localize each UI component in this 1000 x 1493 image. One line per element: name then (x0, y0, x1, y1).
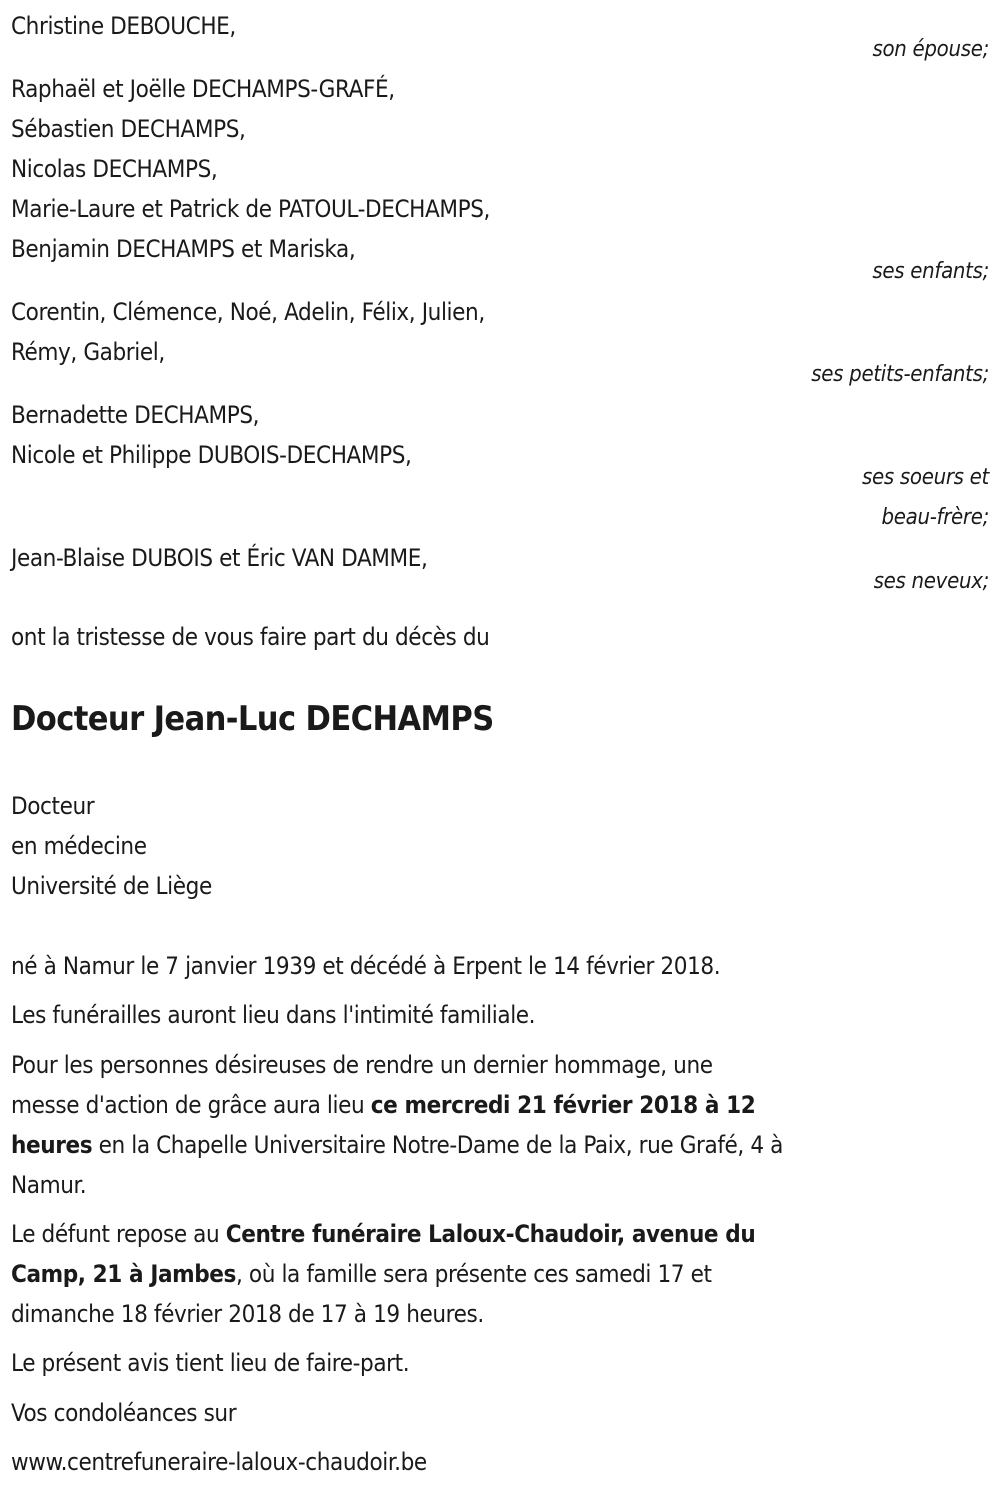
mass-text: Pour les personnes désireuses de rendre un dernier hommage, une (11, 1051, 713, 1079)
mass-text (11, 1130, 783, 1160)
website-link[interactable]: www.centrefuneraire-laloux-chaudoir.be (11, 1448, 427, 1476)
child-name: Marie-Laure et Patrick de PATOUL-DECHAMPS, (11, 195, 490, 223)
mass-text (11, 1090, 755, 1120)
nephews-role: ses neveux; (873, 569, 989, 594)
spouse-name: Christine DEBOUCHE, (11, 12, 236, 40)
sibling-name: Nicole et Philippe DUBOIS-DECHAMPS, (11, 441, 412, 469)
deceased-title: en médecine (11, 832, 147, 860)
mass-text-plain: messe d'action de grâce aura lieu (11, 1091, 371, 1119)
mass-date-bold: ce mercredi 21 février 2018 à 12 (370, 1091, 756, 1119)
repose-text: dimanche 18 février 2018 de 17 à 19 heures. (11, 1300, 484, 1328)
grandchildren-names: Corentin, Clémence, Noé, Adelin, Félix, Julien, (11, 298, 485, 326)
announcement-text: ont la tristesse de vous faire part du décès du (11, 623, 490, 651)
child-name: Nicolas DECHAMPS, (11, 155, 218, 183)
siblings-role: beau-frère; (881, 505, 989, 530)
repose-text (11, 1259, 712, 1289)
sibling-name: Bernadette DECHAMPS, (11, 401, 260, 429)
nephews-names: Jean-Blaise DUBOIS et Éric VAN DAMME, (11, 544, 428, 572)
spouse-role: son épouse; (872, 37, 989, 62)
child-name: Raphaël et Joëlle DECHAMPS-GRAFÉ, (11, 75, 395, 103)
mass-location: en la Chapelle Universitaire Notre-Dame de la Paix, rue Grafé, 4 à (92, 1131, 783, 1159)
mass-time-bold: heures (11, 1131, 93, 1159)
birth-death-text: né à Namur le 7 janvier 1939 et décédé à Erpent le 14 février 2018. (11, 952, 721, 980)
grandchildren-names: Rémy, Gabriel, (11, 338, 165, 366)
siblings-role: ses soeurs et (861, 465, 989, 490)
notice-text: Le présent avis tient lieu de faire-part. (11, 1349, 410, 1377)
funeral-text: Les funérailles auront lieu dans l'intimité familiale. (11, 1001, 536, 1029)
deceased-title: Université de Liège (11, 872, 212, 900)
deceased-title: Docteur (11, 792, 95, 820)
children-role: ses enfants; (872, 259, 989, 284)
mass-text: Namur. (11, 1171, 87, 1199)
condolences-text: Vos condoléances sur (11, 1399, 237, 1427)
repose-text (11, 1219, 755, 1249)
repose-location-bold: Centre funéraire Laloux-Chaudoir, avenue du (225, 1220, 756, 1248)
repose-address-bold: Camp, 21 à Jambes (11, 1260, 236, 1288)
repose-text-plain: Le défunt repose au (11, 1220, 226, 1248)
grandchildren-role: ses petits-enfants; (811, 362, 989, 387)
deceased-name: Docteur Jean-Luc DECHAMPS (11, 699, 494, 739)
child-name: Benjamin DECHAMPS et Mariska, (11, 235, 356, 263)
repose-text-plain: , où la famille sera présente ces samedi 17 et (235, 1260, 712, 1288)
child-name: Sébastien DECHAMPS, (11, 115, 246, 143)
